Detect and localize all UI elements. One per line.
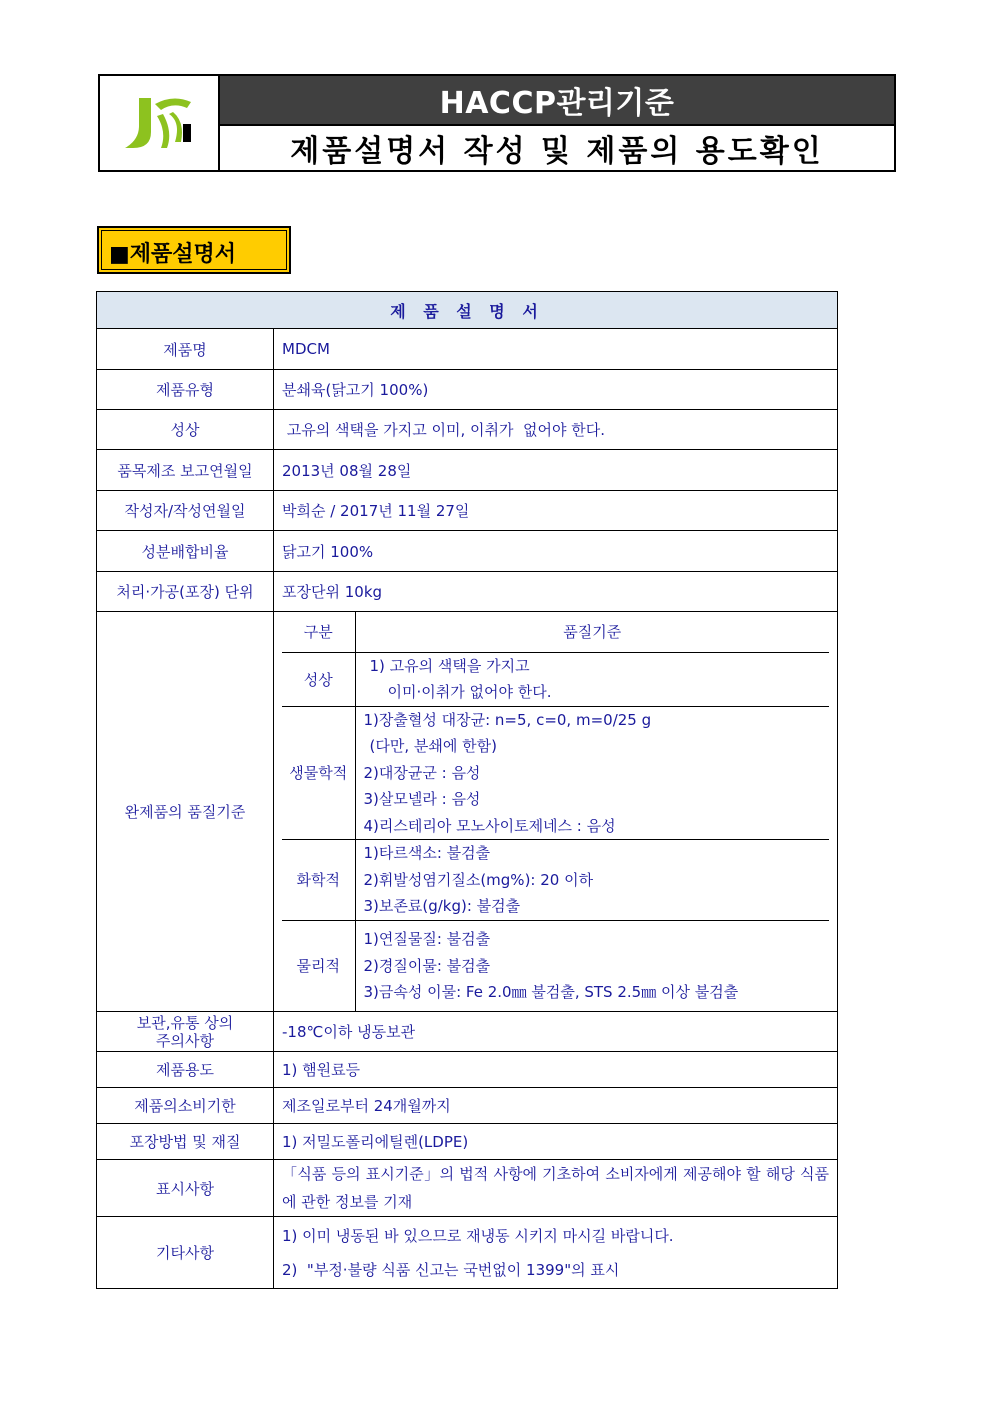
row-value: 「식품 등의 표시기준」의 법적 사항에 기초하여 소비자에게 제공해야 할 해당 식품에 관한 정보를 기재 <box>274 1160 838 1217</box>
table-row <box>97 572 838 612</box>
group-line: 이미·이취가 없어야 한다. <box>387 683 552 701</box>
table-row <box>97 1012 838 1052</box>
row-label: 제품명 <box>97 329 274 370</box>
row-label: 작성자/작성연월일 <box>97 491 274 531</box>
quality-group-row <box>282 706 829 840</box>
table-row <box>97 1124 838 1160</box>
group-line: 1) 고유의 색택을 가지고 <box>369 656 530 675</box>
group-line: 3)금속성 이물: Fe 2.0㎜ 불검출, STS 2.5㎜ 이상 불검출 <box>363 983 739 1001</box>
row-value: 닭고기 100% <box>274 531 838 572</box>
group-line: 2)경질이물: 불검출 <box>363 956 491 975</box>
row-label: 제품유형 <box>97 370 274 410</box>
table-row <box>97 410 838 450</box>
header-title: HACCP관리기준 <box>220 76 894 126</box>
row-value: 2013년 08월 28일 <box>274 450 838 491</box>
row-label-line: 보관,유통 상의 <box>136 1013 234 1032</box>
row-value-line: 2) "부정·불량 식품 신고는 국번없이 1399"의 표시 <box>282 1260 620 1279</box>
group-name: 성상 <box>282 652 355 706</box>
row-label: 제품의소비기한 <box>97 1088 274 1124</box>
row-value: 포장단위 10kg <box>274 572 838 612</box>
group-line: 2)휘발성염기질소(mg%): 20 이하 <box>363 870 594 889</box>
row-value: -18℃이하 냉동보관 <box>274 1012 838 1052</box>
quality-standard-row <box>97 612 838 1012</box>
group-name: 화학적 <box>282 840 355 921</box>
table-row <box>97 370 838 410</box>
group-line: 1)연질물질: 불검출 <box>363 930 491 948</box>
section-label: ■제품설명서 <box>109 242 237 267</box>
row-label: 제품용도 <box>97 1052 274 1088</box>
row-value: 고유의 색택을 가지고 이미, 이취가 없어야 한다. <box>274 410 838 450</box>
group-line: 1)장출혈성 대장균: n=5, c=0, m=0/25 g <box>363 710 652 729</box>
group-line: 4)리스테리아 모노사이토제네스 : 음성 <box>363 816 616 835</box>
row-label: 성상 <box>97 410 274 450</box>
group-line: 2)대장균군 : 음성 <box>363 763 481 782</box>
product-description-table <box>96 291 838 1289</box>
table-row <box>97 1160 838 1217</box>
table-row <box>97 1217 838 1289</box>
row-label: 기타사항 <box>97 1217 274 1289</box>
row-value: 분쇄육(닭고기 100%) <box>274 370 838 410</box>
row-value-line: 1) 이미 냉동된 바 있으므로 재냉동 시키지 마시길 바랍니다. <box>282 1226 674 1245</box>
table-row <box>97 450 838 491</box>
row-value: 제조일로부터 24개월까지 <box>274 1088 838 1124</box>
group-line: 3)보존료(g/kg): 불검출 <box>363 897 521 915</box>
group-line: 3)살모넬라 : 음성 <box>363 790 481 808</box>
row-label: 표시사항 <box>97 1160 274 1217</box>
quality-group-row <box>282 652 829 706</box>
col-header-category: 구분 <box>282 612 355 652</box>
table-row <box>97 491 838 531</box>
row-label: 포장방법 및 재질 <box>97 1124 274 1160</box>
table-row <box>97 531 838 572</box>
quality-group-row <box>282 920 829 1011</box>
row-value: 1) 저밀도폴리에틸렌(LDPE) <box>274 1124 838 1160</box>
row-value: 1) 햄원료등 <box>274 1052 838 1088</box>
group-name: 물리적 <box>282 920 355 1011</box>
table-row <box>97 1088 838 1124</box>
company-logo <box>100 76 220 170</box>
group-line: (다만, 분쇄에 한함) <box>369 737 497 755</box>
row-label: 품목제조 보고연월일 <box>97 450 274 491</box>
quality-group-row <box>282 840 829 921</box>
table-row <box>97 329 838 370</box>
table-title: 제 품 설 명 서 <box>97 292 838 329</box>
quality-subtable <box>282 612 829 1011</box>
group-line: 1)타르색소: 불검출 <box>363 844 491 862</box>
row-label <box>97 1012 274 1052</box>
group-name: 생물학적 <box>282 706 355 840</box>
quality-label: 완제품의 품질기준 <box>97 612 274 1012</box>
col-header-standard: 품질기준 <box>355 612 829 652</box>
row-value: MDCM <box>274 329 838 370</box>
table-row <box>97 1052 838 1088</box>
row-label: 성분배합비율 <box>97 531 274 572</box>
row-value: 박희순 / 2017년 11월 27일 <box>274 491 838 531</box>
document-header <box>98 74 896 172</box>
section-label-box <box>97 226 291 274</box>
row-label-line: 주의사항 <box>156 1031 214 1050</box>
row-label: 처리·가공(포장) 단위 <box>97 572 274 612</box>
header-subtitle: 제품설명서 작성 및 제품의 용도확인 <box>290 134 824 169</box>
logo-mark-icon <box>121 92 197 154</box>
